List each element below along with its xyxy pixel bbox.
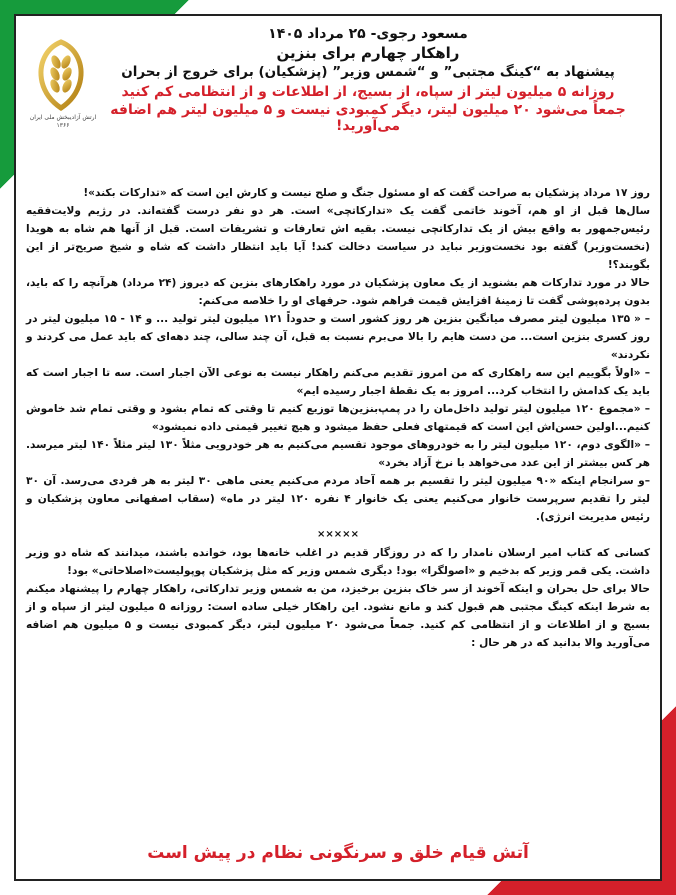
closing-slogan: آتش قیام خلق و سرنگونی نظام در پیش است [147, 843, 529, 863]
paragraph: روز ۱۷ مرداد پزشکیان به صراحت گفت که او مسئول جنگ و صلح نیست و کارش این است که «تدارکات بکند»! [83, 187, 650, 199]
paragraph: –و سرانجام اینکه «۹۰ میلیون لیتر را تقسیم بر همه آحاد مردم می‌کنیم یعنی ماهی ۳۰ لیتر به هر فردی می‌رسد. آن ۳۰ لیتر را تقدیم سرپرست خانوار می‌کنیم یعنی یک خانوار ۴ نفره ۱۲۰ لیتر در ماه» (سقاب اصفهانی معاون پزشکیان و رئیس مدیریت انرژی). [26, 475, 651, 523]
paragraph: کسانی که کتاب امیر ارسلان نامدار را که در روزگار قدیم در اغلب خانه‌ها بود، خوانده باشند، میدانند که شاه دو وزیر داشت. یکی قمر وزیر که بدخیم و «اصولگرا» بود! دیگری شمس وزیر که مثل پزشکیان پوپولیست«اصلاحاتی» بود! [26, 547, 650, 577]
page-title: راهکار چهارم برای بنزین [276, 44, 460, 62]
author-date: مسعود رجوی- ۲۵ مرداد ۱۴۰۵ [268, 26, 468, 42]
headline-red-1: روزانه ۵ میلیون لیتر از سپاه، از بسیج، از اطلاعات و از انتظامی کم کنید [121, 84, 615, 100]
paragraph: سال‌ها قبل از او هم، آخوند خاتمی گفت یک «تدارکاتچی» است. هر دو نفر درست گفته‌اند. در رژیم ولایت‌فقیه رئیس‌جمهور به واقع بیش از یک تدارکاتچی نیست. بقیه اش تعارفات و تشریفات است. قبل از آنها هم شاه به هویدا (نخست‌وزیر) گفته بود نخست‌وزیر نباید در سیاست دخالت کند! آیا باید انتظار داشت که شاه و شیخ صریح‌تر از این بگویند؟! [26, 205, 650, 271]
page-subtitle: پیشنهاد به “کینگ مجتبی” و “شمس وزیر” (پزشکیان) برای خروج از بحران [121, 64, 615, 80]
wheat-emblem-logo [32, 36, 90, 114]
headline-red-2: جمعاً می‌شود ۲۰ میلیون لیتر، دیگر کمبودی نیست و ۵ میلیون لیتر هم اضافه می‌آورید! [110, 102, 626, 134]
paragraph: – «اولاً بگوییم این سه راهکاری که من امروز تقدیم می‌کنم راهکار نیست به نوعی الآن اجبار است. سه تا اجبار است که باید یک کدامش را انتخاب کرد... امروز به یک نقطهٔ اجبار رسیده ایم» [26, 367, 650, 397]
paragraph: حالا در مورد تدارکات هم بشنوید از یک معاون پزشکیان در مورد راهکارهای بنزین که دیروز (۲۴ مرداد) هرآنچه را که باید، بدون پرده‌پوشی گفت تا زمینهٔ افزایش قیمت فراهم شود. حرفهای او را خلاصه می‌کنم: [26, 277, 650, 307]
document-sheet [14, 14, 662, 881]
paragraph: – « ۱۳۵ میلیون لیتر مصرف میانگین بنزین هر روز کشور است و حدوداً ۱۲۱ میلیون لیتر تولید ... و ۱۴ - ۱۵ میلیون لیتر در روز کسری بنزین است... من دست هایم را بالا می‌برم نسبت به قبل، آن چند سالی، چند دهه‌ای که باید عمل می کردند و نکردند» [26, 313, 650, 361]
section-separator: ××××× [317, 529, 359, 540]
logo-caption: ارتش آزادیبخش ملی ایران ۱۳۶۶ [29, 114, 97, 129]
paragraph: – «الگوی دوم، ۱۲۰ میلیون لیتر را به خودروهای موجود تقسیم می‌کنیم به هر خودرویی مثلاً ۱۳۰ لیتر مثلاً ۱۴۰ لیتر میرسد. هر کس بیشتر از این عدد می‌خواهد با نرخ آزاد بخرد» [26, 439, 650, 469]
paragraph: – «مجموع ۱۲۰ میلیون لیتر تولید داخل‌مان را در پمپ‌بنزین‌ها توزیع کنیم تا وقتی که تمام بشود و وقتی تمام شد خاموش کنیم...اولین حسن‌اش این است که قیمتهای فعلی حفظ میشود و هیچ تغییر قیمتی داده نمیشود» [26, 403, 650, 433]
article-body [26, 184, 650, 652]
paragraph: حالا برای حل بحران و اینکه آخوند از سر خاک بنزین برخیزد، من به شمس وزیر تدارکاتی، راهکار چهارم را پیشنهاد میکنم به شرط اینکه کینگ مجتبی هم قبول کند و مانع نشود. این راهکار خیلی ساده است: روزانه ۵ میلیون لیتر از سپاه و از بسیج و از اطلاعات و از انتظامی کم کنید. جمعاً می‌شود ۲۰ میلیون لیتر، دیگر کمبودی نیست و ۵ میلیون هم اضافه می‌آورید والا بدانید که در هر حال : [26, 583, 651, 649]
header [88, 26, 648, 134]
